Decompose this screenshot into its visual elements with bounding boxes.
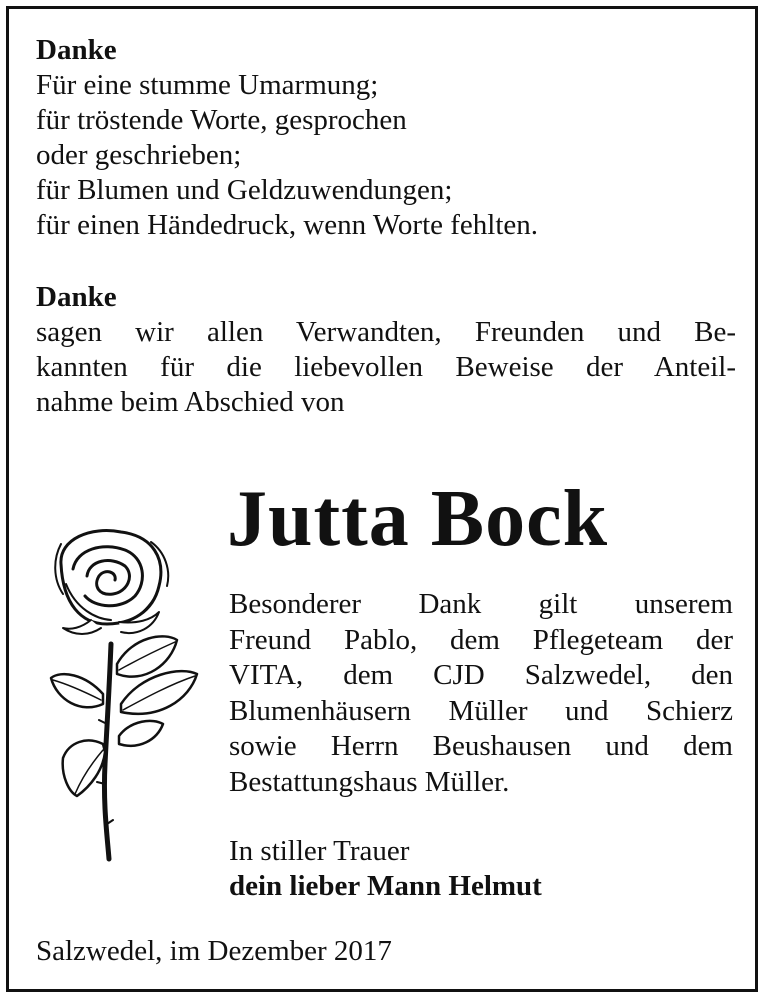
obituary-card (6, 6, 758, 992)
verse-line: oder geschrieben; (36, 139, 242, 171)
paragraph-line: nahme beim Abschied von (36, 386, 345, 418)
verse-block (36, 68, 538, 243)
thanks-line: sowie Herrn Beushausen und dem (229, 730, 733, 762)
signature-intro: In stiller Trauer (229, 835, 410, 867)
verse-line: für tröstende Worte, gesprochen (36, 104, 407, 136)
signature-name: dein lieber Mann Helmut (229, 870, 542, 902)
signature (229, 834, 542, 904)
thanks-line: VITA, dem CJD Salzwedel, den (229, 659, 733, 691)
thanks-line: Besonderer Dank gilt unserem (229, 588, 733, 620)
verse-line: für Blumen und Geldzuwendungen; (36, 174, 453, 206)
heading-danke-1: Danke (36, 34, 117, 66)
verse-line: für einen Händedruck, wenn Worte fehlten. (36, 209, 539, 241)
thanks-line: Freund Pablo, dem Pflegeteam der (229, 623, 733, 656)
thanks-line: Blumenhäusern Müller und Schierz (229, 694, 733, 727)
paragraph-line: kannten für die liebevollen Beweise der Anteil- (36, 351, 736, 383)
place-date: Salzwedel, im Dezember 2017 (36, 935, 392, 967)
deceased-name: Jutta Bock (227, 475, 609, 563)
paragraph-line: sagen wir allen Verwandten, Freunden und Be- (36, 316, 736, 348)
rose-icon (41, 524, 201, 864)
verse-line: Für eine stumme Umarmung; (36, 69, 379, 101)
special-thanks (229, 587, 733, 800)
thanks-line: Bestattungshaus Müller. (229, 765, 510, 798)
thanks-paragraph (36, 315, 736, 420)
heading-danke-2: Danke (36, 281, 117, 313)
